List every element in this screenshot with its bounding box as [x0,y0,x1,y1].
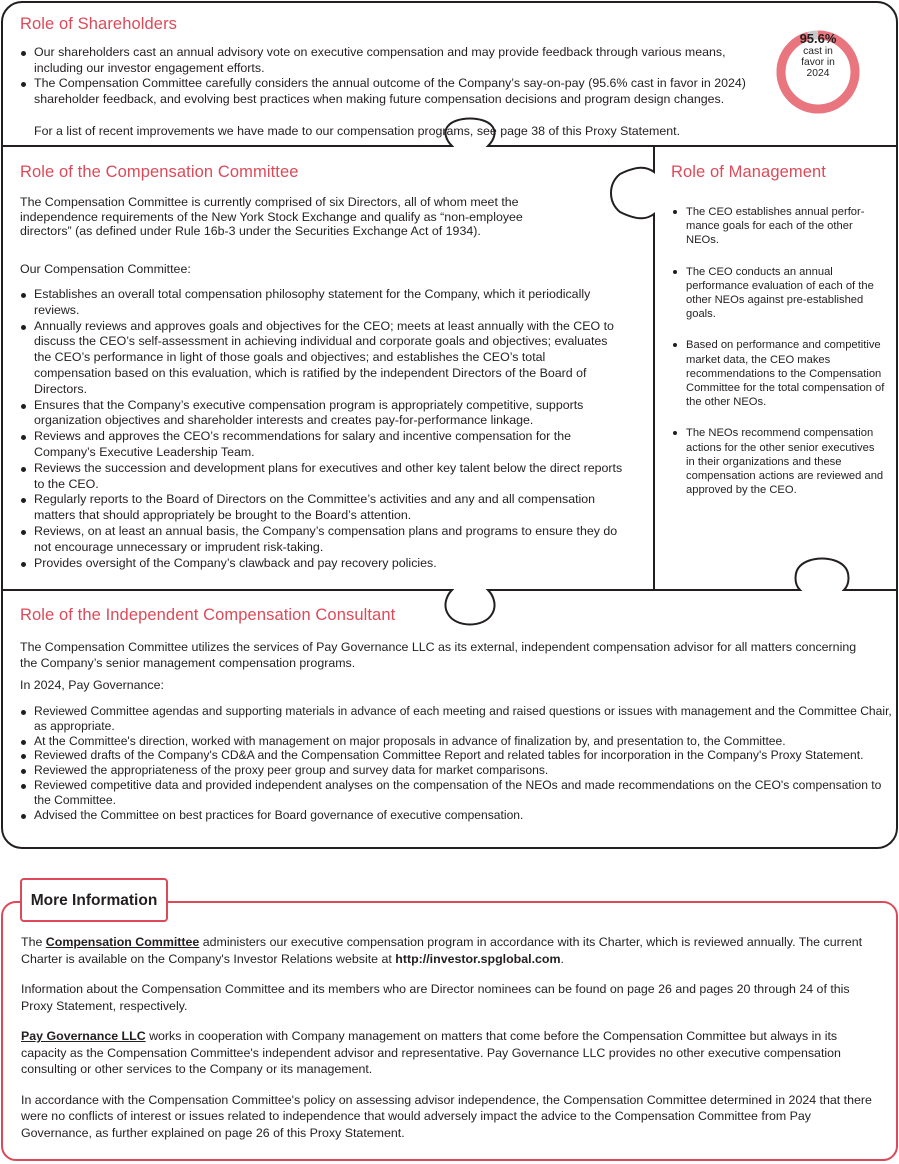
consultant-lead: In 2024, Pay Governance: [20,678,164,692]
management-bullet: Based on performance and competitive market data, the CEO makes recommendations to the Compensation Committee for the total compensation of the other NEOs. [672,338,886,409]
more-info-paragraph-1 [21,934,881,967]
investor-relations-url[interactable]: http://investor.spglobal.com [395,951,561,966]
committee-bullet: Establishes an overall total compensation philosophy statement for the Company, which it periodically reviews. [20,287,624,319]
shareholders-title: Role of Shareholders [20,15,178,33]
management-bullet: The CEO establishes annual perfor-mance goals for each of the other NEOs. [672,205,886,248]
p1-pre: The [21,935,46,949]
consultant-bullets [20,704,896,822]
more-info-body [21,934,881,1155]
more-info-paragraph-4: In accordance with the Compensation Committee's policy on assessing advisor independence, the Compensation Committee determined in 2024 that there were no conflicts of interest or issues related to independence that would adversely impact the advice to the Compensation Committee from Pay Governance, as further explained on page 26 of this Proxy Statement. [21,1092,872,1140]
committee-title: Role of the Compensation Committee [20,163,299,181]
pay-governance-link[interactable]: Pay Governance LLC [21,1029,146,1043]
consultant-bullet: Reviewed competitive data and provided independent analyses on the compensation of the NEOs and made recommendations on the CEO's compensation to the Committee. [20,778,896,808]
committee-bullet: Provides oversight of the Company’s clawback and pay recovery policies. [20,556,624,572]
committee-bullet: Reviews, on at least an annual basis, the Company’s compensation plans and programs to ensure they do not encourage unnecessary or imprudent risk-taking. [20,524,624,556]
more-info-paragraph-2: Information about the Compensation Committee and its members who are Director nominees can be found on page 26 and pages 20 through 24 of this Proxy Statement, respectively. [21,982,850,1013]
donut-value: 95.6% [799,31,837,46]
consultant-bullet: Advised the Committee on best practices for Board governance of executive compensation. [20,808,896,823]
management-bullets [672,205,886,514]
donut-line-1: cast in [803,46,833,57]
donut-line-2: favor in [801,57,835,68]
committee-bullet: Annually reviews and approves goals and objectives for the CEO; meets at least annually with the CEO to discuss the CEO’s self-assessment in achieving individual and corporate goals and objectives; evaluates the CEO’s performance in light of those goals and objectives; and establishes the CEO’s total compensation based on this evaluation, which is ratified by the independent Directors of the Board of Directors. [20,319,624,398]
consultant-intro: The Compensation Committee utilizes the services of Pay Governance LLC as its external, independent compensation advisor for all matters concerning the Company’s senior management compensation programs. [20,640,857,670]
committee-bullet: Reviews the succession and development plans for executives and other key talent below the direct reports to the CEO. [20,461,624,493]
consultant-bullet: Reviewed the appropriateness of the proxy peer group and survey data for market comparisons. [20,763,896,778]
shareholders-bullet: The Compensation Committee carefully considers the annual outcome of the Company’s say-on-pay (95.6% cast in favor in 2024) shareholder feedback, and evolving best practices when making future compensation decisions and program design changes. [20,76,760,107]
committee-bullet: Regularly reports to the Board of Directors on the Committee’s activities and any and all compensation matters that should appropriately be brought to the Board’s attention. [20,492,624,524]
committee-intro: The Compensation Committee is currently comprised of six Directors, all of whom meet the independence requirements of the New York Stock Exchange and qualify as “non-employee directors” (as defined under Rule 16b-3 under the Securities Exchange Act of 1934). [20,195,523,238]
management-title: Role of Management [671,163,826,181]
more-info-paragraph-3 [21,1028,881,1078]
consultant-bullet: At the Committee's direction, worked with management on major proposals in advance of finalization by, and presentation to, the Committee. [20,734,896,749]
shareholders-bullet: Our shareholders cast an annual advisory vote on executive compensation and may provide feedback through various means, including our investor engagement efforts. [20,45,760,76]
management-bullet: The NEOs recommend compensation actions for the other senior executives in their organizations and these compensation actions are reviewed and approved by the CEO. [672,426,886,497]
committee-lead: Our Compensation Committee: [20,262,191,276]
committee-bullet: Ensures that the Company’s executive compensation program is appropriately competitive, supports organization objectives and shareholder interests and creates pay-for-performance linkage. [20,398,624,430]
p1-mid: administers our executive compensation program in accordance with its Charter, which is reviewed annually. The current Charter is available on the Company's Investor Relations website at [21,935,863,966]
compensation-committee-link[interactable]: Compensation Committee [45,935,200,949]
shareholders-note: For a list of recent improvements we have made to our compensation programs, see page 38 of this Proxy Statement. [34,124,681,138]
p3-rest: works in cooperation with Company management on matters that come before the Compensation Committee but always in its capacity as the Compensation Committee's independent advisor and representative. Pay Governance LLC provides no other executive compensation consulting or other services to the Company or its management. [21,1029,841,1076]
committee-bullets [20,287,624,571]
donut-label [776,32,860,79]
more-info-title: More Information [30,892,158,909]
consultant-bullet: Reviewed Committee agendas and supporting materials in advance of each meeting and raised questions or issues with management and the Committee Chair, as appropriate. [20,704,896,734]
consultant-title: Role of the Independent Compensation Consultant [20,606,396,624]
more-info-tab [20,878,168,922]
p1-end: . [560,951,564,966]
donut-line-3: 2024 [806,68,830,79]
committee-bullet: Reviews and approves the CEO’s recommendations for salary and incentive compensation for the Company’s Executive Leadership Team. [20,429,624,461]
consultant-bullet: Reviewed drafts of the Company's CD&A and the Compensation Committee Report and related tables for incorporation in the Company's Proxy Statement. [20,748,896,763]
shareholders-bullets [20,45,760,107]
management-bullet: The CEO conducts an annual performance evaluation of each of the other NEOs against pre-established goals. [672,265,886,322]
